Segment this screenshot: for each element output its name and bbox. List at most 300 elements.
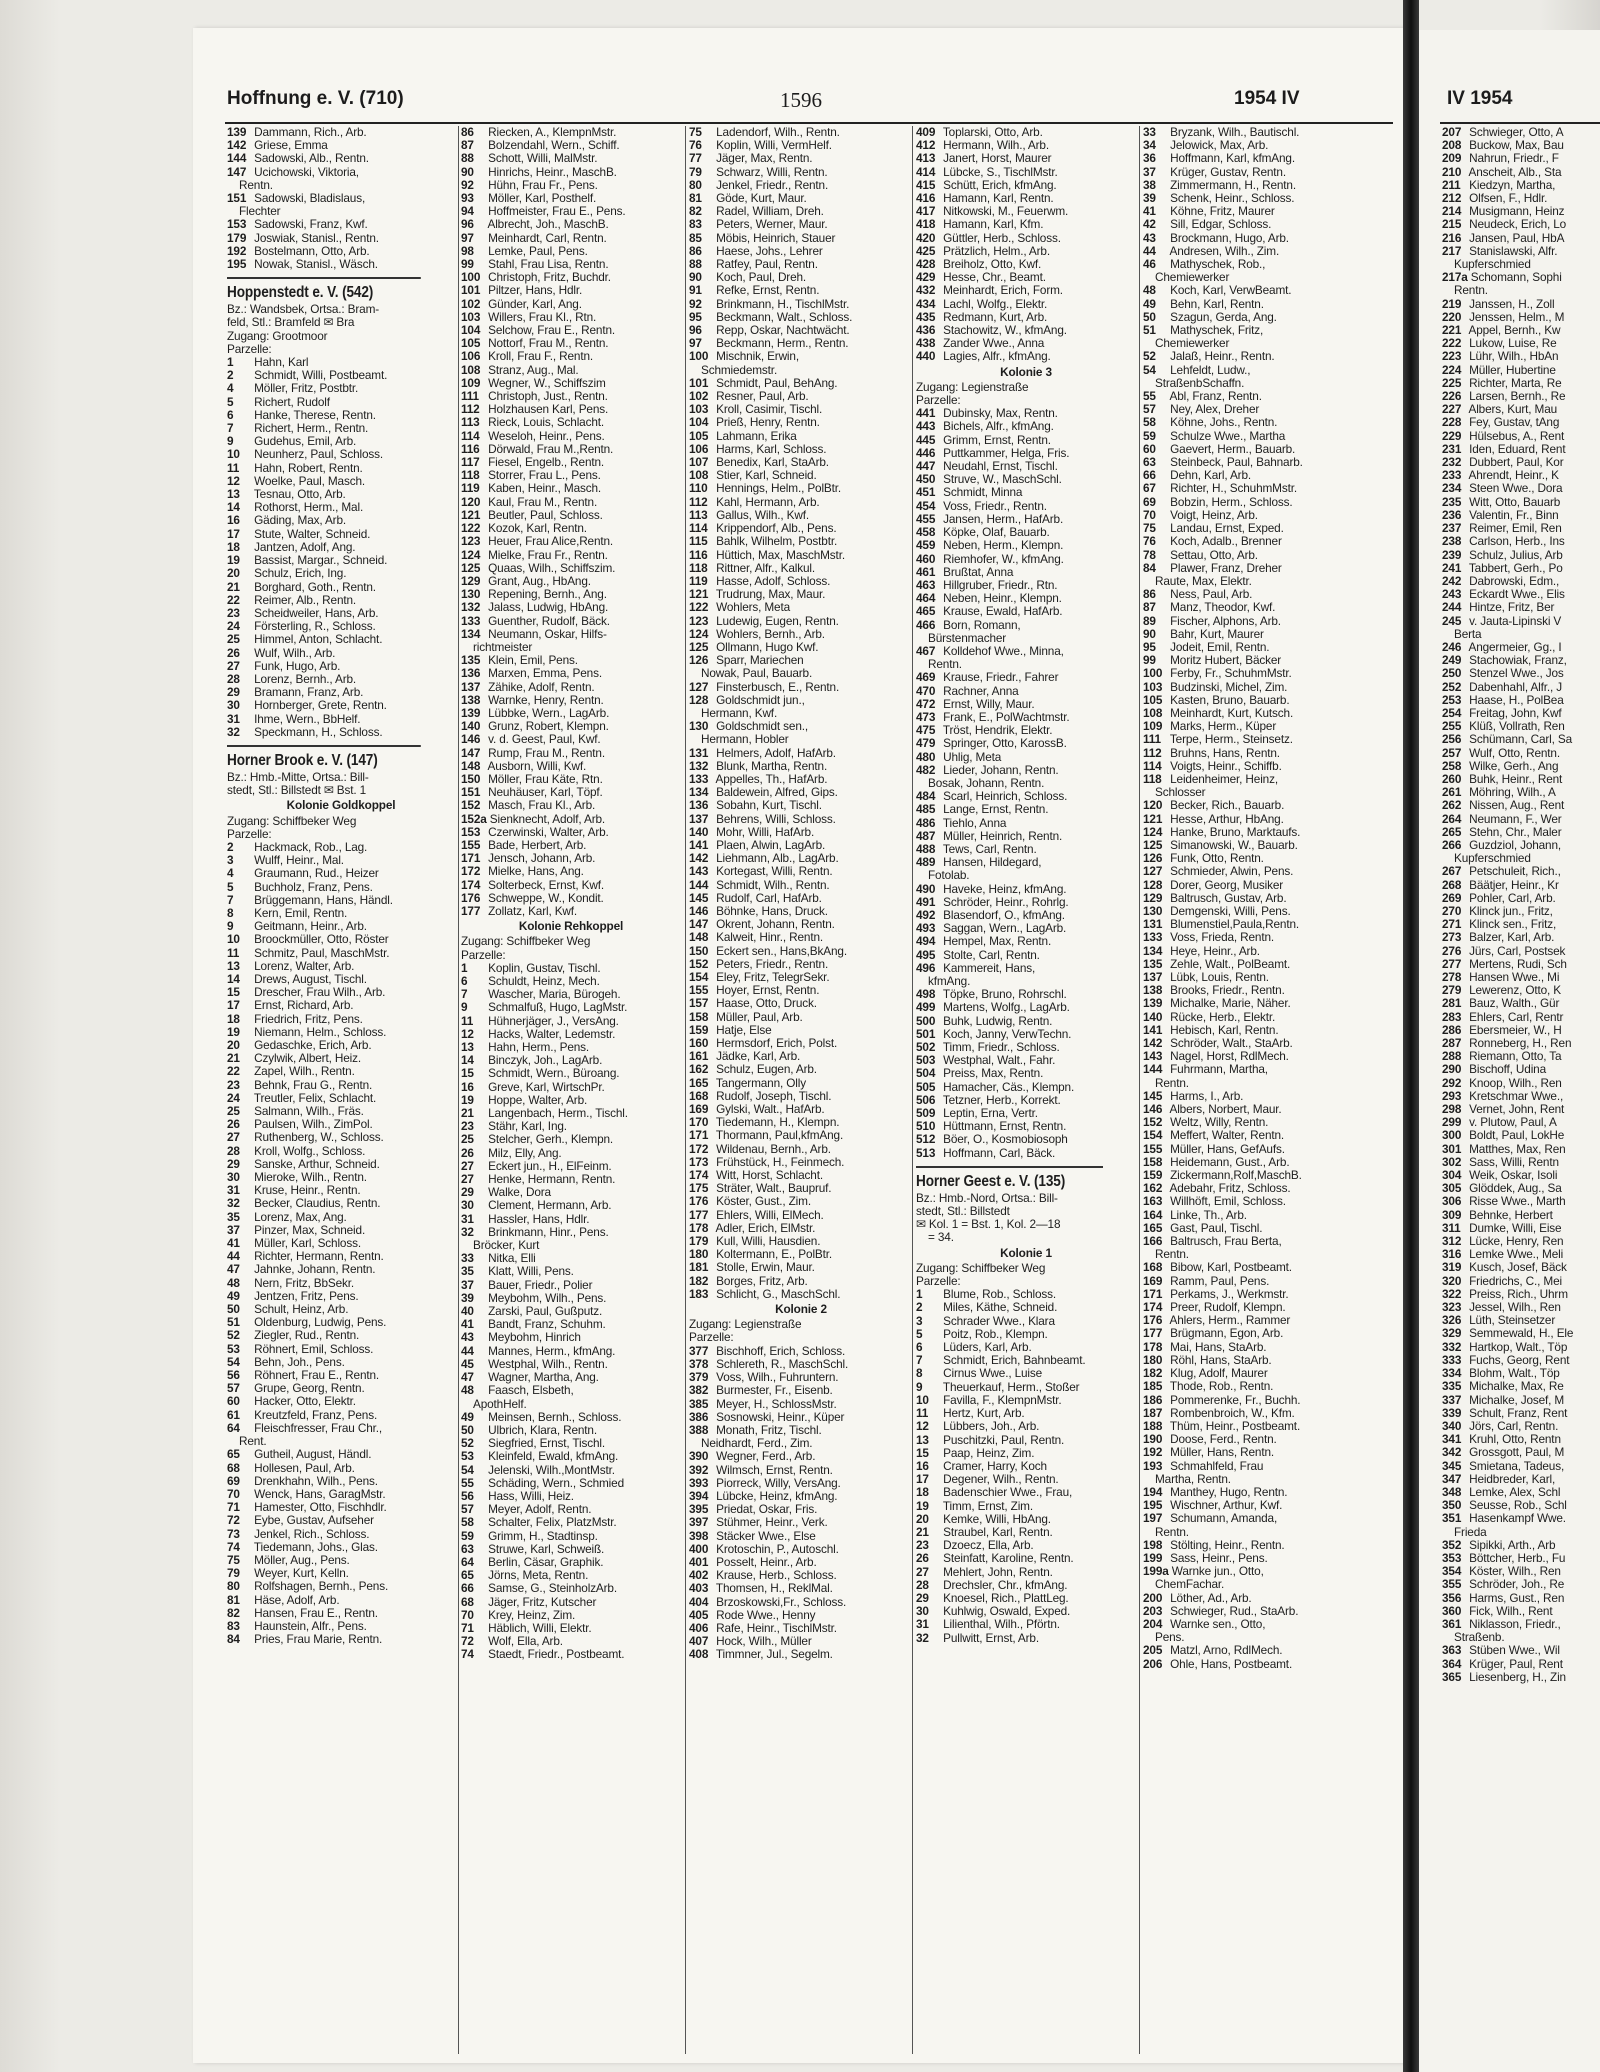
entry-text: Lewerenz, Otto, K: [1466, 984, 1561, 998]
parcel-number: 179: [689, 1235, 709, 1249]
parcel-number: 16: [916, 1459, 929, 1473]
info-line: Parzelle:: [461, 948, 506, 962]
directory-entry: [689, 1477, 913, 1490]
parcel-number: 266: [1442, 838, 1462, 852]
entry-text: Wischner, Arthur, Kwf.: [1167, 1499, 1283, 1513]
parcel-number: 168: [1143, 1261, 1163, 1275]
directory-entry: [461, 813, 681, 826]
entry-text: Dorer, Georg, Musiker: [1167, 878, 1284, 892]
entry-text: Sipikki, Arth., Arb: [1466, 1538, 1556, 1552]
parcel-number: 30: [227, 699, 240, 713]
entry-text: Weseloh, Heinr., Pens.: [485, 429, 605, 443]
entry-text: Riemann, Otto, Ta: [1466, 1050, 1562, 1064]
directory-entry: [1442, 720, 1600, 733]
directory-entry: [916, 1015, 1136, 1028]
directory-entry: [1143, 166, 1365, 179]
parcel-number: 194: [1143, 1485, 1163, 1499]
entry-text: Ernst, Richard, Arb.: [251, 999, 354, 1013]
directory-entry: [689, 1556, 913, 1569]
directory-entry: [1442, 1182, 1600, 1195]
entry-text: Zimmermann, H., Rentn.: [1167, 178, 1296, 192]
entry-text: Struve, W., MaschSchl.: [940, 473, 1062, 487]
parcel-number: 165: [1143, 1221, 1163, 1235]
parcel-number: 88: [461, 152, 474, 166]
directory-entry: [1442, 509, 1600, 522]
entry-text: Favilla, F., KlempnMstr.: [940, 1393, 1062, 1407]
parcel-number: 340: [1442, 1419, 1462, 1433]
directory-entry: [689, 1222, 913, 1235]
directory-entry: [689, 773, 913, 786]
parcel-number: 106: [689, 442, 709, 456]
parcel-number: 28: [227, 1144, 240, 1158]
directory-entry: [461, 1582, 681, 1595]
parcel-number: 140: [689, 825, 709, 839]
parcel-number: 490: [916, 882, 936, 896]
entry-text: Michalke, Josef, M: [1466, 1393, 1565, 1407]
entry-text: Timm, Ernst, Zim.: [940, 1499, 1033, 1513]
parcel-number: 496: [916, 961, 936, 975]
directory-entry: [227, 686, 455, 699]
parcel-number: 319: [1442, 1261, 1462, 1275]
parcel-number: 254: [1442, 706, 1462, 720]
directory-entry: [461, 298, 681, 311]
entry-text: Harms, Gust., Ren: [1466, 1591, 1565, 1605]
directory-entry: [1143, 667, 1365, 680]
entry-text: Neuhäuser, Karl, Töpf.: [485, 786, 603, 800]
entry-text: Joswiak, Stanisl., Rentn.: [251, 231, 379, 245]
parcel-number: 436: [916, 324, 936, 338]
entry-text: Theuerkauf, Herm., Stoßer: [940, 1380, 1080, 1394]
directory-entry: [1143, 192, 1365, 205]
directory-entry: [689, 879, 913, 892]
entry-text: Niklasson, Friedr.,: [1466, 1617, 1561, 1631]
directory-entry: [227, 554, 455, 567]
parcel-number: 484: [916, 790, 936, 804]
entry-text: Binczyk, Joh., LagArb.: [485, 1054, 603, 1068]
parcel-number: 244: [1442, 601, 1462, 615]
entry-text: Hesse, Arthur, HbAng.: [1167, 812, 1284, 826]
directory-entry: [461, 628, 681, 641]
directory-entry: [689, 456, 913, 469]
entry-text: Behrens, Willi, Schloss.: [713, 812, 836, 826]
directory-entry: [227, 462, 455, 475]
directory-entry: [1442, 1288, 1600, 1301]
parcel-number: 225: [1442, 376, 1462, 390]
directory-entry: [916, 1394, 1136, 1407]
directory-entry: [227, 488, 455, 501]
entry-text: Lübcke, Heinz, kfmAng.: [713, 1489, 838, 1503]
directory-entry: [227, 920, 455, 933]
entry-text: Jäger, Max, Rentn.: [713, 152, 813, 166]
parcel-number: 26: [461, 1146, 474, 1160]
directory-entry: [227, 1026, 455, 1039]
parcel-number: 70: [227, 1487, 240, 1501]
parcel-number: 216: [1442, 231, 1462, 245]
parcel-number: 162: [689, 1063, 709, 1077]
directory-entry: [1143, 179, 1365, 192]
entry-text: Bischoff, Udina: [1466, 1063, 1547, 1077]
directory-entry: [1143, 681, 1365, 694]
directory-entry: [227, 245, 455, 258]
directory-entry: [689, 443, 913, 456]
entry-text: Repening, Bernh., Ang.: [485, 588, 607, 602]
entry-text: Günder, Karl, Ang.: [485, 297, 582, 311]
directory-entry: [689, 1345, 913, 1358]
entry-text: Pommerenke, Fr., Buchh.: [1167, 1393, 1301, 1407]
entry-text: Bichels, Alfr., kfmAng.: [940, 420, 1054, 434]
parcel-number: 116: [461, 442, 480, 456]
directory-entry: [1143, 1354, 1365, 1367]
parcel-number: 56: [461, 1489, 474, 1503]
parcel-number: 68: [461, 1595, 474, 1609]
parcel-number: 258: [1442, 759, 1462, 773]
directory-entry: [1143, 1261, 1365, 1274]
directory-entry: [461, 205, 681, 218]
directory-entry: [461, 337, 681, 350]
parcel-number: 135: [1143, 957, 1163, 971]
directory-entry: [1143, 390, 1365, 403]
entry-text: Bahlk, Wilhelm, Postbtr.: [713, 535, 838, 549]
continuation-line: Flechter: [239, 205, 281, 219]
directory-entry: [1442, 218, 1600, 231]
parcel-number: 397: [689, 1516, 709, 1530]
entry-text: Hoyer, Ernst, Rentn.: [713, 984, 820, 998]
entry-text: Möbis, Heinrich, Stauer: [713, 231, 836, 245]
directory-entry: [916, 179, 1136, 192]
entry-text: Becker, Rich., Bauarb.: [1167, 799, 1285, 813]
directory-entry: [1442, 1420, 1600, 1433]
directory-entry: [227, 1567, 455, 1580]
directory-entry: [689, 1582, 913, 1595]
entry-text: Lüders, Karl, Arb.: [940, 1341, 1032, 1355]
parcel-number: 140: [1143, 1010, 1163, 1024]
parcel-number: 27: [227, 659, 240, 673]
directory-entry: [689, 205, 913, 218]
directory-entry: [689, 1103, 913, 1116]
parcel-number: 182: [1143, 1367, 1163, 1381]
parcel-number: 7: [916, 1354, 923, 1368]
parcel-number: 49: [461, 1410, 474, 1424]
parcel-number: 129: [1143, 891, 1163, 905]
parcel-number: 458: [916, 526, 936, 540]
parcel-number: 20: [916, 1512, 929, 1526]
parcel-number: 256: [1442, 733, 1462, 747]
entry-text: Mathyschek, Rob.,: [1167, 258, 1266, 272]
directory-entry: [461, 456, 681, 469]
entry-text: Bahr, Kurt, Maurer: [1167, 627, 1264, 641]
parcel-number: 138: [461, 693, 481, 707]
parcel-number: 418: [916, 218, 936, 232]
entry-text: Brußtat, Anna: [940, 565, 1014, 579]
directory-entry: [1143, 1063, 1365, 1076]
parcel-number: 270: [1442, 904, 1462, 918]
entry-text: Blunk, Martha, Rentn.: [713, 759, 828, 773]
parcel-number: 125: [689, 640, 709, 654]
parcel-number: 154: [1143, 1129, 1163, 1143]
directory-entry: [227, 1633, 455, 1646]
parcel-number: 112: [689, 495, 708, 509]
parcel-number: 355: [1442, 1578, 1462, 1592]
entry-text: Försterling, R., Schloss.: [251, 620, 376, 634]
parcel-number: 80: [227, 1580, 240, 1594]
parcel-number: 446: [916, 446, 936, 460]
directory-entry: [461, 284, 681, 297]
parcel-number: 181: [689, 1261, 709, 1275]
entry-text: Jörns, Meta, Rentn.: [485, 1569, 589, 1583]
entry-text: Rothorst, Herm., Mal.: [251, 501, 364, 515]
directory-entry: [1442, 311, 1600, 324]
parcel-number: 45: [461, 1357, 474, 1371]
parcel-number: 71: [227, 1501, 240, 1515]
entry-text: Storrer, Frau L., Pens.: [485, 469, 601, 483]
directory-entry: [1143, 879, 1365, 892]
parcel-number: 139: [1143, 997, 1163, 1011]
parcel-number: 80: [689, 178, 702, 192]
parcel-number: 31: [461, 1212, 474, 1226]
entry-text: Oldenburg, Ludwig, Pens.: [251, 1316, 387, 1330]
directory-entry: [916, 1592, 1136, 1605]
directory-entry: [1442, 1539, 1600, 1552]
parcel-number: 130: [1143, 904, 1163, 918]
directory-entry: [461, 1530, 681, 1543]
entry-text: Brüggemann, Hans, Händl.: [251, 893, 393, 907]
directory-entry: [1442, 1565, 1600, 1578]
colony-heading: Kolonie 3: [1000, 364, 1052, 379]
entry-text: Cramer, Harry, Koch: [940, 1459, 1047, 1473]
directory-entry: [689, 298, 913, 311]
parcel-number: 214: [1442, 205, 1462, 219]
directory-entry: [689, 139, 913, 152]
entry-text: Ziegler, Rud., Rentn.: [251, 1329, 360, 1343]
parcel-number: 39: [1143, 192, 1156, 206]
parcel-number: 55: [461, 1476, 474, 1490]
entry-text: Sass, Heinr., Pens.: [1167, 1551, 1268, 1565]
directory-entry: [461, 403, 681, 416]
directory-entry: [916, 473, 1136, 486]
entry-text: Hansen, Frau E., Rentn.: [251, 1606, 378, 1620]
parcel-number: 298: [1442, 1103, 1462, 1117]
continuation-line: Pens.: [1155, 1631, 1185, 1645]
parcel-number: 134: [689, 786, 709, 800]
directory-column-5: [1143, 126, 1365, 2056]
directory-entry: [461, 1596, 681, 1609]
directory-entry: [916, 298, 1136, 311]
parcel-number: 365: [1442, 1670, 1462, 1684]
directory-entry: [689, 126, 913, 139]
entry-text: Jansen, Herm., HafArb.: [940, 512, 1064, 526]
entry-text: Meybohm, Wilh., Pens.: [485, 1291, 607, 1305]
info-line: Parzelle:: [916, 1275, 961, 1289]
directory-entry: [916, 1539, 1136, 1552]
parcel-number: 52: [1143, 350, 1156, 364]
entry-text: Degener, Wilh., Rentn.: [940, 1473, 1059, 1487]
parcel-number: 14: [227, 972, 240, 986]
parcel-number: 242: [1442, 574, 1462, 588]
directory-entry: [689, 535, 913, 548]
parcel-number: 208: [1442, 139, 1462, 153]
parcel-number: 110: [689, 482, 708, 496]
parcel-number: 103: [1143, 680, 1163, 694]
parcel-number: 403: [689, 1582, 709, 1596]
entry-text: Terpe, Herm., Steinsetz.: [1167, 733, 1293, 747]
directory-entry: [461, 1503, 681, 1516]
entry-text: Warnke sen., Otto,: [1167, 1617, 1266, 1631]
entry-text: Ohle, Hans, Postbeamt.: [1167, 1657, 1293, 1671]
directory-entry: [1442, 865, 1600, 878]
entry-text: Berlin, Cäsar, Graphik.: [485, 1555, 604, 1569]
entry-text: Staedt, Friedr., Postbeamt.: [485, 1648, 625, 1662]
entry-text: v. d. Geest, Paul, Kwf.: [485, 733, 601, 747]
directory-entry: [689, 1156, 913, 1169]
parcel-number: 28: [916, 1578, 929, 1592]
entry-text: Albrecht, Joh., MaschB.: [485, 218, 609, 232]
info-line: Parzelle:: [689, 1331, 734, 1345]
parcel-number: 49: [1143, 297, 1156, 311]
parcel-number: 279: [1442, 984, 1462, 998]
directory-entry: [227, 1554, 455, 1567]
parcel-number: 287: [1442, 1037, 1462, 1051]
entry-text: Priedat, Oskar, Fris.: [713, 1503, 818, 1517]
entry-text: Mischnik, Erwin,: [713, 350, 799, 364]
directory-entry: [1143, 997, 1365, 1010]
directory-entry: [689, 1011, 913, 1024]
directory-entry: [227, 1171, 455, 1184]
entry-text: Hornberger, Grete, Rentn.: [251, 699, 387, 713]
directory-entry: [1442, 1433, 1600, 1446]
directory-entry: [1442, 377, 1600, 390]
parcel-number: 25: [227, 1105, 240, 1119]
parcel-number: 386: [689, 1410, 709, 1424]
parcel-number: 416: [916, 192, 936, 206]
directory-entry: [1442, 905, 1600, 918]
directory-entry: [916, 1067, 1136, 1080]
directory-entry: [461, 1424, 681, 1437]
entry-text: Borges, Fritz, Arb.: [713, 1274, 808, 1288]
entry-text: Griese, Emma: [251, 139, 328, 153]
parcel-number: 466: [916, 618, 936, 632]
entry-text: Marks, Herm., Küper: [1167, 720, 1277, 734]
parcel-number: 84: [227, 1633, 240, 1647]
parcel-number: 32: [461, 1225, 474, 1239]
entry-text: Bassist, Margar., Schneid.: [251, 554, 388, 568]
directory-entry: [461, 1635, 681, 1648]
entry-text: Möller, Aug., Pens.: [251, 1553, 350, 1567]
parcel-number: 491: [916, 895, 936, 909]
entry-text: Ferby, Fr., SchuhmMstr.: [1167, 667, 1292, 681]
entry-text: Dubbert, Paul, Kor: [1466, 456, 1564, 470]
parcel-number: 226: [1442, 390, 1462, 404]
continuation-line: Hermann, Hobler: [701, 733, 789, 747]
entry-text: Holzhausen Karl, Pens.: [485, 403, 609, 417]
parcel-number: 153: [461, 825, 481, 839]
directory-entry: [227, 396, 455, 409]
parcel-number: 192: [1143, 1446, 1163, 1460]
parcel-number: 106: [461, 350, 481, 364]
continuation-line: kfmAng.: [928, 975, 971, 988]
parcel-number: 100: [461, 271, 481, 285]
directory-entry: [227, 514, 455, 527]
directory-entry: [1143, 707, 1365, 720]
directory-entry: [1442, 562, 1600, 575]
parcel-number: 145: [689, 891, 709, 905]
parcel-number: 320: [1442, 1274, 1462, 1288]
directory-entry: [461, 430, 681, 443]
parcel-number: 59: [461, 1529, 474, 1543]
directory-entry: [227, 1356, 455, 1369]
parcel-number: 19: [227, 554, 240, 568]
parcel-number: 233: [1442, 469, 1462, 483]
parcel-number: 24: [227, 620, 240, 634]
continuation-line: Rentn.: [1155, 1076, 1189, 1090]
directory-entry: [916, 1618, 1136, 1631]
entry-text: Wohlers, Meta: [713, 601, 791, 615]
directory-entry: [1442, 337, 1600, 350]
page-number: 1596: [780, 88, 822, 112]
parcel-number: 306: [1442, 1195, 1462, 1209]
entry-text: Hermann, Wilh., Arb.: [940, 139, 1049, 153]
parcel-number: 105: [1143, 693, 1163, 707]
parcel-number: 144: [227, 152, 247, 166]
entry-text: v. Plutow, Paul, A: [1466, 1116, 1557, 1130]
entry-text: Greve, Karl, WirtschPr.: [485, 1080, 605, 1094]
entry-text: Schrader Wwe., Klara: [940, 1314, 1055, 1328]
directory-entry: [461, 1067, 681, 1080]
continuation-line: Rentn.: [1155, 1248, 1189, 1262]
entry-text: Lemke Wwe., Meli: [1466, 1248, 1564, 1262]
directory-entry: [227, 528, 455, 541]
directory-entry: [461, 192, 681, 205]
directory-entry: [461, 575, 681, 588]
parcel-number: 70: [461, 1608, 474, 1622]
entry-text: Goldschmidt jun.,: [713, 693, 805, 707]
parcel-number: 229: [1442, 429, 1462, 443]
parcel-number: 269: [1442, 891, 1462, 905]
directory-entry: [461, 469, 681, 482]
parcel-number: 24: [227, 1091, 240, 1105]
entry-text: Gylski, Walt., HafArb.: [713, 1103, 825, 1117]
parcel-number: 205: [1143, 1644, 1163, 1658]
continuation-line: Chemiewerker: [1155, 271, 1230, 285]
directory-entry: [1143, 443, 1365, 456]
entry-text: Bramann, Franz, Arb.: [251, 686, 364, 700]
directory-entry: [1442, 1407, 1600, 1420]
parcel-number: 59: [1143, 429, 1156, 443]
parcel-number: 143: [1143, 1050, 1163, 1064]
directory-entry: [227, 192, 455, 205]
directory-entry: [916, 232, 1136, 245]
directory-entry: [461, 760, 681, 773]
parcel-number: 236: [1442, 508, 1462, 522]
entry-text: Krey, Heinz, Zim.: [485, 1608, 576, 1622]
entry-text: Tröst, Hendrik, Elektr.: [940, 724, 1053, 738]
parcel-number: 4: [227, 382, 234, 396]
column-rule: [458, 126, 459, 2054]
entry-text: Mielke, Hans, Ang.: [485, 865, 584, 879]
directory-entry: [916, 724, 1136, 737]
directory-entry: [916, 962, 1136, 975]
entry-text: Nowak, Stanisl., Wäsch.: [251, 258, 378, 272]
directory-entry: [1143, 258, 1365, 271]
entry-text: Jodeit, Emil, Rentn.: [1167, 640, 1270, 654]
parcel-number: 388: [689, 1423, 709, 1437]
entry-text: Schwieger, Rud., StaArb.: [1167, 1604, 1299, 1618]
parcel-number: 169: [689, 1103, 709, 1117]
directory-entry: [689, 1503, 913, 1516]
entry-text: Lorenz, Bernh., Arb.: [251, 672, 357, 686]
directory-entry: [227, 1263, 455, 1276]
entry-text: Schlicht, G., MaschSchl.: [713, 1287, 841, 1301]
directory-entry: [1143, 799, 1365, 812]
